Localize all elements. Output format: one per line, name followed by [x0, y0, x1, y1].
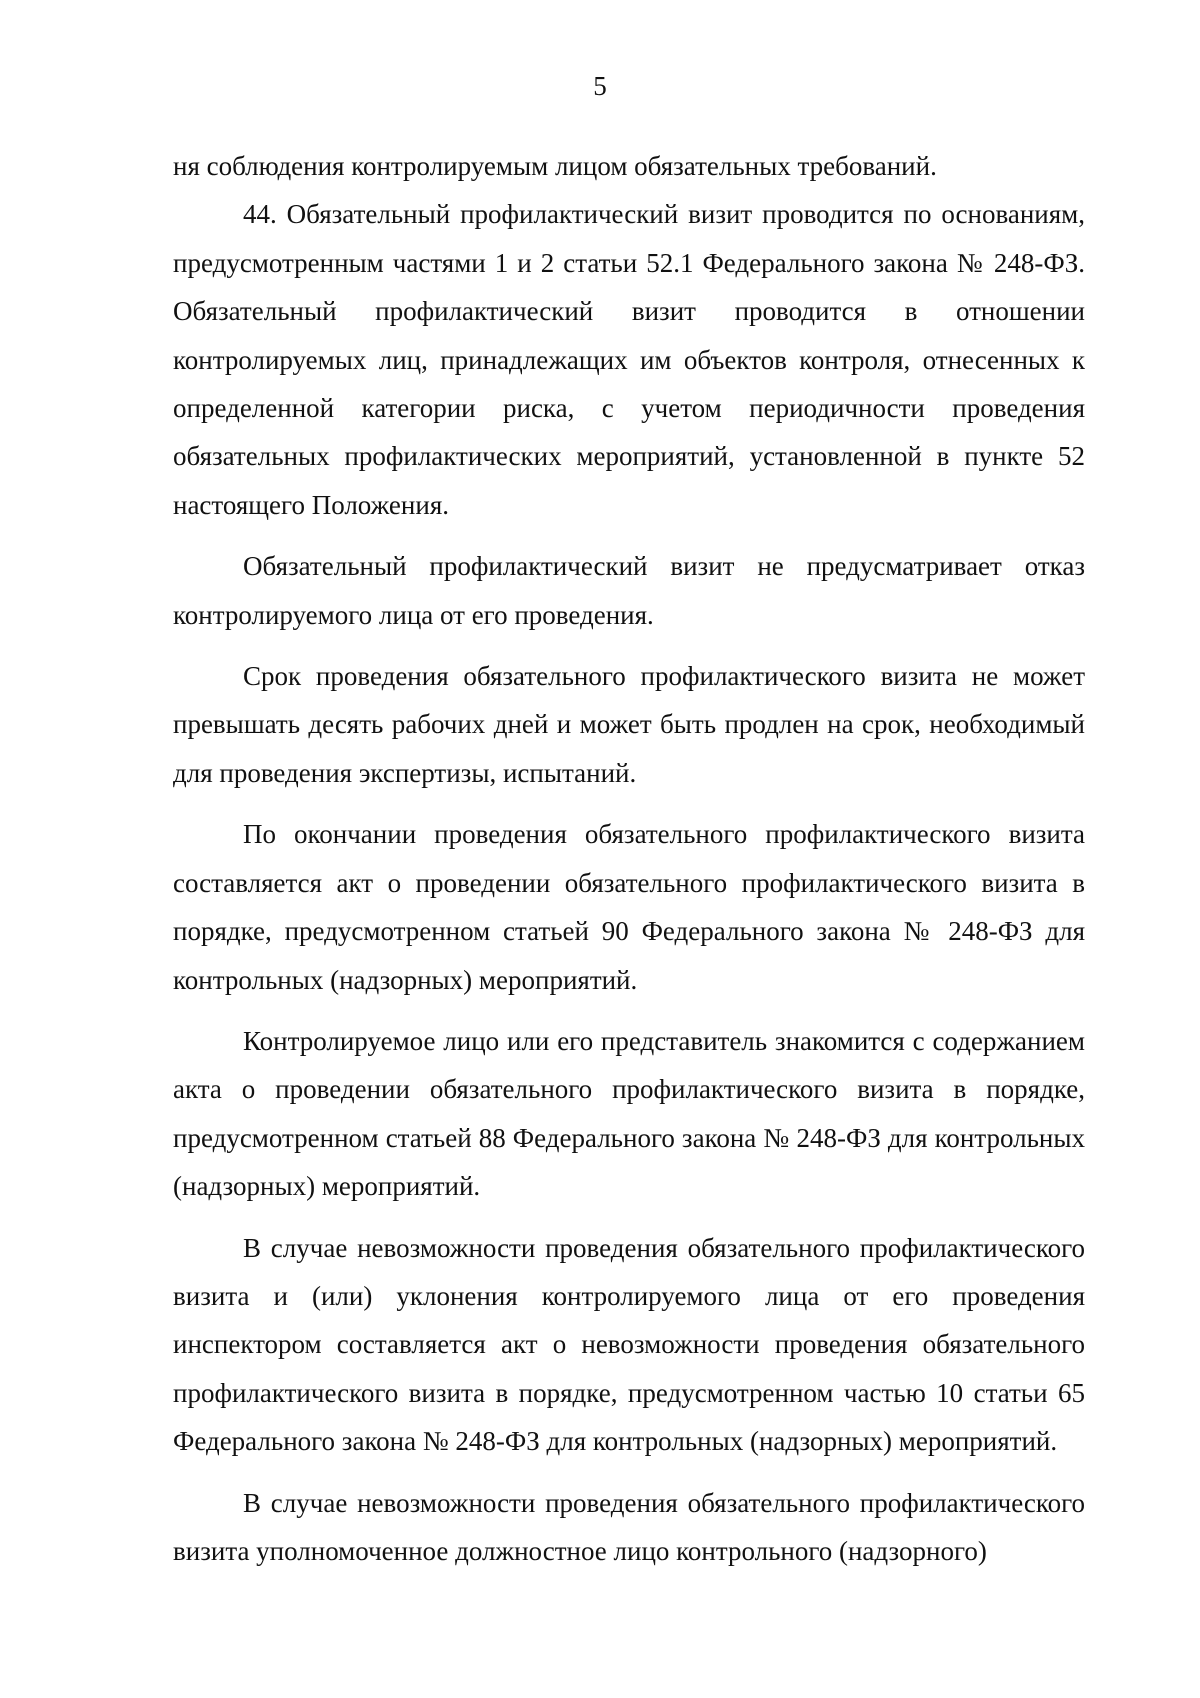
- paragraph-no-refusal: Обязательный профилактический визит не предусматривает отказ контролируемого лица от его проведения.: [173, 551, 1085, 630]
- paragraph-act-review: Контролируемое лицо или его представитель знакомится с содержанием акта о проведении обязательного профилактического визита в порядке, предусмотренном статьей 88 Федерального закона № 248-ФЗ для контрольных (надзорных) мероприятий.: [173, 1025, 1085, 1202]
- paragraph-impossibility-official: В случае невозможности проведения обязательного профилактического визита уполномоченное должностное лицо контрольного (надзорного): [173, 1487, 1085, 1566]
- page-number: 5: [593, 71, 607, 101]
- paragraph-impossibility-act: В случае невозможности проведения обязательного профилактического визита и (или) уклонения контролируемого лица от его проведения инспектором составляется акт о невозможности проведения обязательного профилактического визита в порядке, предусмотренном частью 10 статьи 65 Федерального закона № 248-ФЗ для контрольных (надзорных) мероприятий.: [173, 1232, 1085, 1457]
- paragraph-visit-duration: Срок проведения обязательного профилактического визита не может превышать десять рабочих дней и может быть продлен на срок, необходимый для проведения экспертизы, испытаний.: [173, 661, 1085, 788]
- document-body: [173, 142, 1085, 1575]
- paragraph-visit-act: По окончании проведения обязательного профилактического визита составляется акт о проведении обязательного профилактического визита в порядке, предусмотренном статьей 90 Федерального закона № 248-ФЗ для контрольных (надзорных) мероприятий.: [173, 819, 1085, 995]
- paragraph-continuation: ня соблюдения контролируемым лицом обязательных требований.: [173, 151, 937, 181]
- paragraph-item-44: 44. Обязательный профилактический визит проводится по основаниям, предусмотренным частями 1 и 2 статьи 52.1 Федерального закона № 248-ФЗ. Обязательный профилактический визит проводится в отношении контролируемых лиц, принадлежащих им объектов контроля, отнесенных к определенной категории риска, с учетом периодичности проведения обязательных профилактических мероприятий, установленной в пункте 52 настоящего Положения.: [173, 199, 1085, 520]
